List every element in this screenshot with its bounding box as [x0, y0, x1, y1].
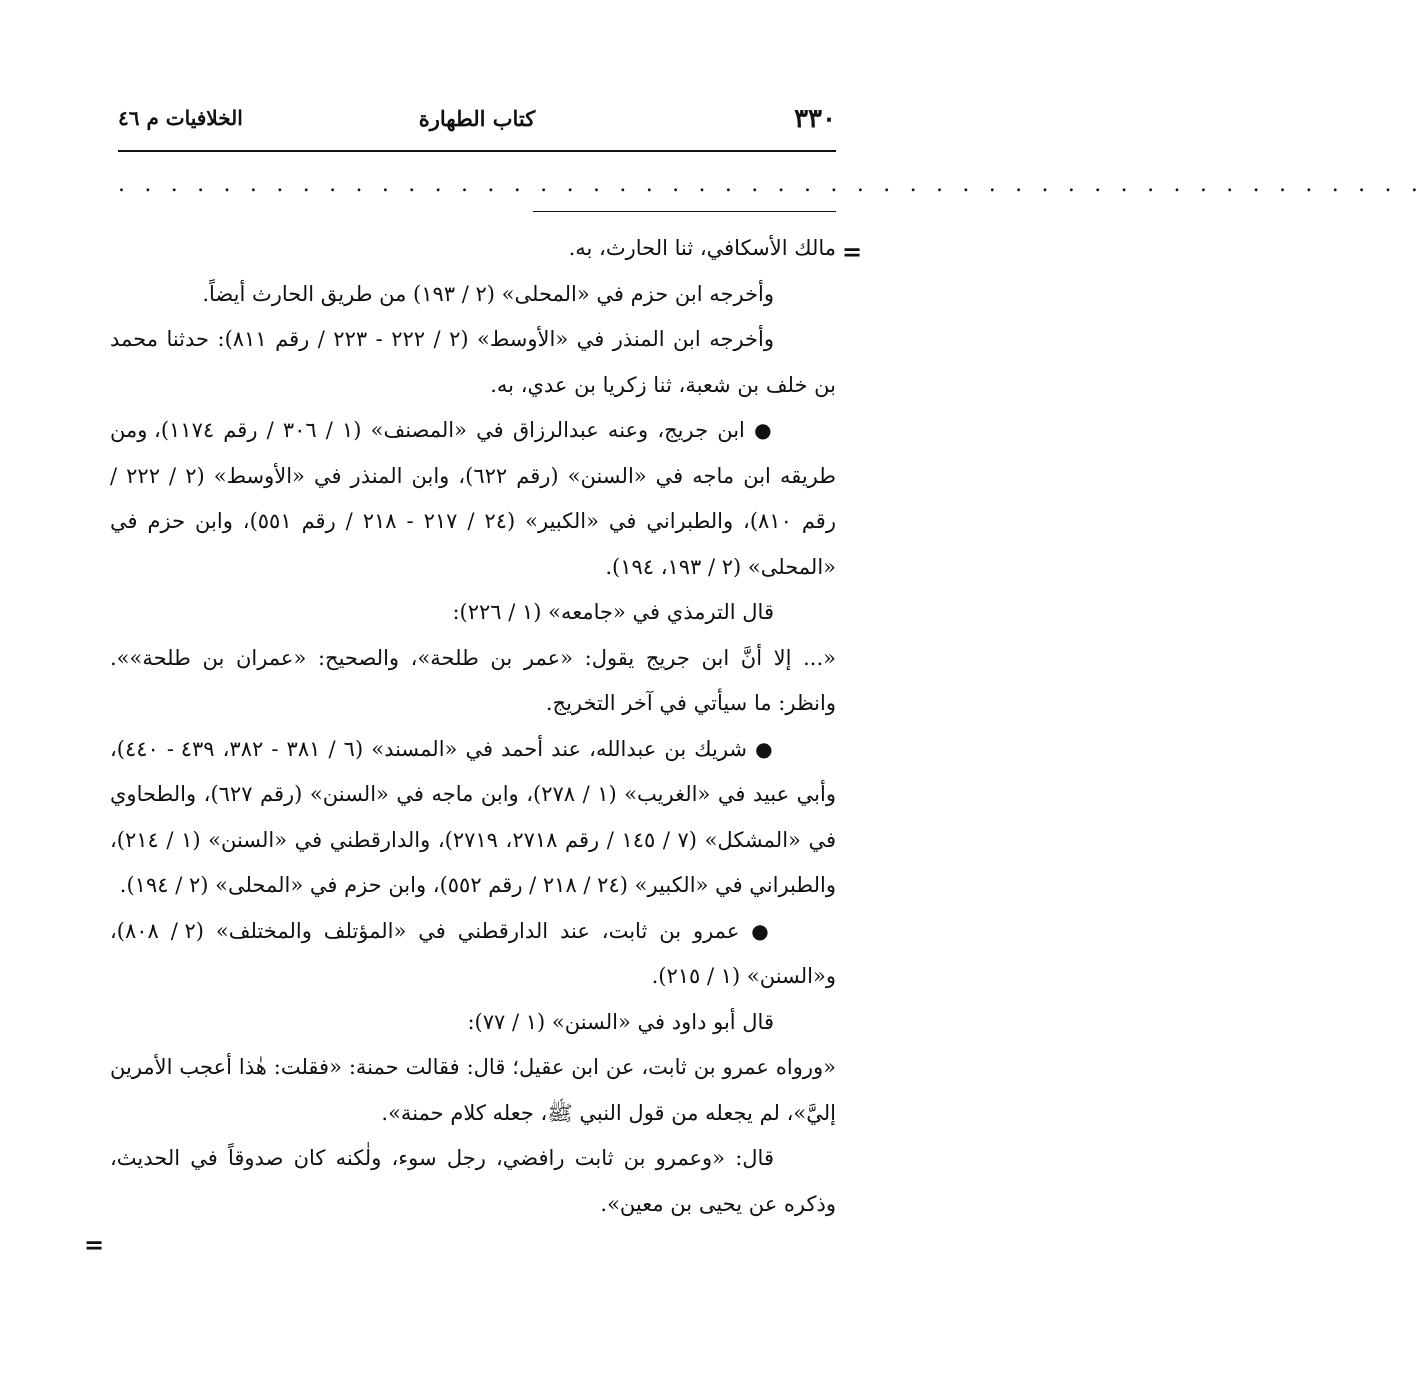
signature-mark: الخلافيات م ٤٦	[118, 106, 243, 130]
paragraph-7: ● شريك بن عبدالله، عند أحمد في «المسند» (٦ / ٣٨١ - ٣٨٢، ٤٣٩ - ٤٤٠)، وأبي عبيد في «الغريب» (١ / ٢٧٨)، وابن ماجه في «السنن» (رقم ٦٢٧)، والطحاوي في «المشكل» (٧ / ١٤٥ / رقم ٢٧١٨، ٢٧١٩)، والدارقطني في «السنن» (١ / ٢١٤)، والطبراني في «الكبير» (٢٤ / ٢١٨ / رقم ٥٥٢)، وابن حزم في «المحلى» (٢ / ١٩٤).	[110, 736, 837, 897]
paragraph-2: وأخرجه ابن حزم في «المحلى» (٢ / ١٩٣) من طريق الحارث أيضاً.	[202, 281, 774, 306]
paragraph-3: وأخرجه ابن المنذر في «الأوسط» (٢ / ٢٢٢ - ٢٢٣ / رقم ٨١١): حدثنا محمد بن خلف بن شعبة، ثنا زكريا بن عدي، به.	[110, 327, 836, 397]
page-header	[118, 104, 836, 138]
header-rule	[118, 150, 836, 152]
continuation-mark-top: =	[842, 237, 863, 266]
bullet-icon: ●	[754, 418, 774, 442]
bullet-icon: ●	[751, 918, 774, 943]
bullet-icon: ●	[755, 736, 774, 761]
footnote-rule	[533, 211, 836, 212]
paragraph-4: ● ابن جريج، وعنه عبدالرزاق في «المصنف» (١ / ٣٠٦ / رقم ١١٧٤)، ومن طريقه ابن ماجه في «السنن» (رقم ٦٢٢)، وابن المنذر في «الأوسط» (٢ / ٢٢٢ / رقم ٨١٠)، والطبراني في «الكبير» (٢٤ / ٢١٧ - ٢١٨ / رقم ٥٥١)، وابن حزم في «المحلى» (٢ / ١٩٣، ١٩٤).	[110, 418, 836, 579]
book-title: كتاب الطهارة	[418, 106, 536, 131]
paragraph-1: مالك الأسكافي، ثنا الحارث، به.	[568, 236, 836, 260]
omission-dots: . . . . . . . . . . . . . . . . . . . . . . . . . . . . . . . . . . . . . . . . . . . . . . . . . .	[118, 172, 1424, 197]
paragraph-6: «... إلا أنَّ ابن جريج يقول: «عمر بن طلحة»، والصحيح: «عمران بن طلحة»». وانظر: ما سيأتي في آخر التخريج.	[110, 645, 836, 715]
paragraph-11: قال: «وعمرو بن ثابت رافضي، رجل سوء، ولٰكنه كان صدوقاً في الحديث، وذكره عن يحيى بن معين».	[110, 1146, 836, 1216]
footnote-body	[110, 226, 836, 1227]
paragraph-10: «ورواه عمرو بن ثابت، عن ابن عقيل؛ قال: فقالت حمنة: «فقلت: هٰذا أعجب الأمرين إليَّ»، لم يجعله من قول النبي ﷺ، جعله كلام حمنة».	[110, 1055, 836, 1125]
paragraph-8: ● عمرو بن ثابت، عند الدارقطني في «المؤتلف والمختلف» (٢ / ٨٠٨)، و«السنن» (١ / ٢١٥).	[110, 918, 836, 988]
paragraph-9: قال أبو داود في «السنن» (١ / ٧٧):	[467, 1009, 774, 1034]
continuation-mark-bottom: =	[84, 1230, 105, 1259]
paragraph-5: قال الترمذي في «جامعه» (١ / ٢٢٦):	[452, 600, 774, 624]
page-number: ٣٣٠	[794, 104, 836, 134]
